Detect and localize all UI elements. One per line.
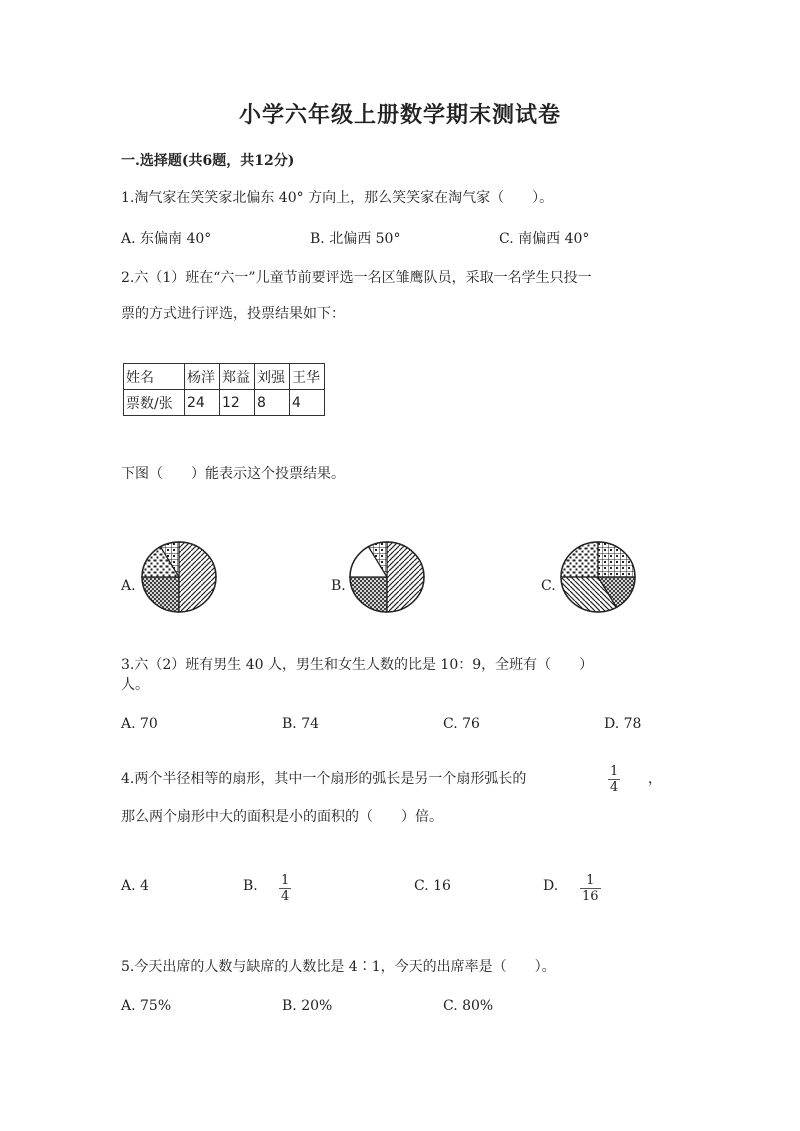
fraction-denominator: 4 bbox=[281, 889, 290, 904]
question-4-line-2: 那么两个扇形中大的面积是小的面积的（ ）倍。 bbox=[121, 809, 443, 825]
q4-option-b-label: B. bbox=[243, 878, 258, 894]
question-5-text: 5.今天出席的人数与缺席的人数比是 4∶1，今天的出席率是（ ）。 bbox=[121, 959, 556, 975]
question-1-text: 1.淘气家在笑笑家北偏东 40° 方向上，那么笑笑家在淘气家（ ）。 bbox=[121, 190, 554, 206]
table-cell: 24 bbox=[185, 390, 220, 416]
q4-option-c: C. 16 bbox=[414, 878, 451, 894]
question-4-line-1: 4.两个半径相等的扇形，其中一个扇形的弧长是另一个扇形弧长的 bbox=[121, 771, 527, 787]
q1-option-c: C. 南偏西 40° bbox=[499, 231, 590, 247]
page-title: 小学六年级上册数学期末测试卷 bbox=[238, 102, 561, 128]
vote-table-data-row bbox=[124, 390, 325, 416]
fraction-numerator: 1 bbox=[580, 873, 601, 889]
pie-chart-b bbox=[349, 541, 425, 613]
q3-option-d: D. 78 bbox=[604, 716, 642, 732]
table-cell: 杨洋 bbox=[185, 364, 220, 390]
table-cell: 郑益 bbox=[220, 364, 255, 390]
q3-option-c: C. 76 bbox=[443, 716, 480, 732]
table-cell: 4 bbox=[290, 390, 325, 416]
table-cell: 12 bbox=[220, 390, 255, 416]
pie-chart-c bbox=[560, 541, 636, 613]
table-cell: 姓名 bbox=[124, 364, 185, 390]
fraction-one-quarter bbox=[608, 764, 620, 795]
fraction-denominator: 16 bbox=[582, 889, 599, 904]
q5-option-a: A. 75% bbox=[121, 998, 172, 1014]
q2-option-a: A. bbox=[121, 578, 136, 594]
question-2-line-1: 2.六（1）班在“六一”儿童节前要评选一名区雏鹰队员，采取一名学生只投一 bbox=[121, 270, 592, 286]
fraction-numerator: 1 bbox=[281, 873, 290, 888]
q1-option-a: A. 东偏南 40° bbox=[121, 231, 212, 247]
pie-chart-a bbox=[141, 541, 217, 613]
q5-option-b: B. 20% bbox=[282, 998, 333, 1014]
q4-option-d-label: D. bbox=[543, 878, 559, 894]
q3-option-b: B. 74 bbox=[282, 716, 320, 732]
question-4-comma: ， bbox=[648, 771, 662, 787]
table-cell: 8 bbox=[255, 390, 290, 416]
q1-option-b: B. 北偏西 50° bbox=[310, 231, 401, 247]
q5-option-c: C. 80% bbox=[443, 998, 494, 1014]
section-heading: 一.选择题(共6题，共12分) bbox=[121, 153, 295, 169]
vote-table bbox=[123, 363, 325, 416]
q2-option-c: C. bbox=[541, 578, 556, 594]
fraction-numerator: 1 bbox=[610, 764, 619, 779]
q3-option-a: A. 70 bbox=[121, 716, 158, 732]
fraction-denominator: 4 bbox=[610, 780, 619, 795]
question-2-prompt: 下图（ ）能表示这个投票结果。 bbox=[121, 466, 345, 482]
q4-option-a: A. 4 bbox=[121, 878, 149, 894]
question-2-line-2: 票的方式进行评选，投票结果如下： bbox=[121, 306, 345, 322]
vote-table-header-row bbox=[124, 364, 325, 390]
q4-option-d-fraction bbox=[580, 873, 601, 904]
question-3-line-1: 3.六（2）班有男生 40 人，男生和女生人数的比是 10：9，全班有（ ） bbox=[121, 657, 594, 673]
table-cell: 王华 bbox=[290, 364, 325, 390]
q2-option-b: B. bbox=[331, 578, 346, 594]
q4-option-b-fraction bbox=[279, 873, 291, 904]
question-3-line-2: 人。 bbox=[121, 677, 149, 693]
table-cell: 票数/张 bbox=[124, 390, 185, 416]
table-cell: 刘强 bbox=[255, 364, 290, 390]
